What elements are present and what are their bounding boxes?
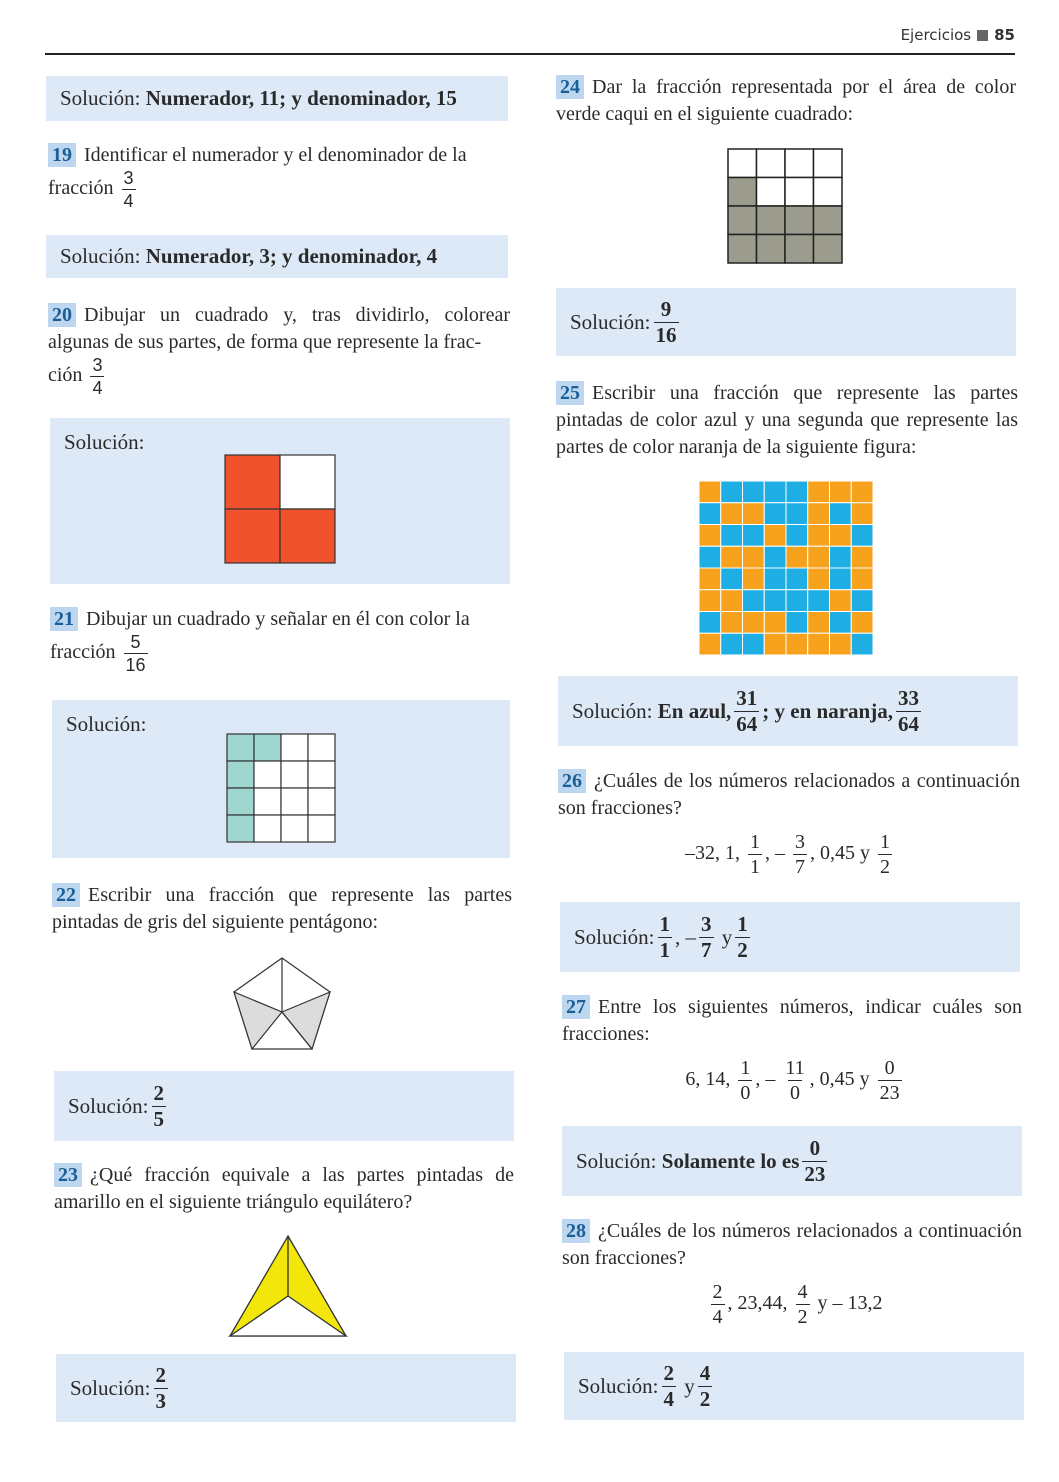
grid-cell	[814, 149, 843, 178]
grid-cell	[851, 503, 873, 525]
grid-cell	[743, 525, 765, 547]
grid-cell	[308, 815, 335, 842]
grid-cell	[308, 761, 335, 788]
exercise-number: 28	[562, 1219, 590, 1243]
grid-cell	[743, 546, 765, 568]
exercise-24: 24 Dar la fracción representada por el área de color verde caqui en el siguiente cuadrado:	[556, 76, 1016, 125]
exercise-27: 27 Entre los siguientes números, indicar cuáles son fracciones:	[562, 996, 1022, 1045]
grid-cell	[808, 612, 830, 634]
solution-18-text: Numerador, 11; y denominador, 15	[145, 86, 457, 110]
pentagon-figure	[230, 955, 334, 1055]
grid-cell	[699, 612, 721, 634]
exercise-number: 27	[562, 995, 590, 1019]
blue-orange-grid-figure	[698, 480, 874, 656]
grid-cell	[227, 815, 254, 842]
grid-cell	[808, 590, 830, 612]
grid-cell	[830, 525, 852, 547]
grid-cell	[851, 590, 873, 612]
fraction: $\frac{3}{4}$	[123, 168, 134, 211]
fraction: $\frac{2}{5}$	[153, 1080, 165, 1131]
grid-cell	[721, 633, 743, 655]
grid-cell	[786, 612, 808, 634]
fraction: $\frac{0}{23}$	[879, 1057, 900, 1104]
exercise-number: 20	[48, 303, 76, 327]
grid-cell	[830, 503, 852, 525]
grid-cell	[851, 546, 873, 568]
header-rule	[45, 53, 1015, 55]
fraction: $\frac{0}{23}$	[804, 1135, 826, 1186]
fraction: $\frac{4}{2}$	[797, 1281, 808, 1328]
page-number: 85	[994, 26, 1015, 44]
exercise-20: 20 Dibujar un cuadrado y, tras dividirlo, colorear algunas de sus partes, de forma que represente la frac- ción $\frac{3}{4}$	[48, 304, 510, 398]
grid-cell	[699, 633, 721, 655]
exercise-number: 25	[556, 381, 584, 405]
grid-cell	[786, 633, 808, 655]
exercise-number: 26	[558, 769, 586, 793]
fraction: $\frac{1}{1}$	[659, 911, 671, 962]
grid-cell	[308, 734, 335, 761]
fraction: $\frac{31}{64}$	[736, 685, 758, 736]
grid-cell	[743, 590, 765, 612]
grid-cell	[743, 568, 765, 590]
grid-cell	[851, 568, 873, 590]
grid-cell	[851, 612, 873, 634]
grid-cell	[830, 633, 852, 655]
grid-cell	[699, 568, 721, 590]
grid-cell	[743, 612, 765, 634]
grid-cell	[699, 481, 721, 503]
grid-cell	[308, 788, 335, 815]
grid-cell	[786, 525, 808, 547]
fraction: $\frac{3}{7}$	[795, 831, 805, 878]
grid-cell	[786, 503, 808, 525]
grid-cell	[764, 481, 786, 503]
grid-cell	[757, 206, 786, 235]
exercise-number: 19	[48, 143, 76, 167]
grid-cell	[281, 788, 308, 815]
grid-cell	[757, 235, 786, 264]
grid-cell	[254, 788, 281, 815]
grid-cell	[757, 149, 786, 178]
grid-cell	[785, 178, 814, 207]
grid-cell	[764, 633, 786, 655]
solution-26: Solución: $\frac{1}{1}$ , – $\frac{3}{7}$ y $\frac{1}{2}$	[560, 902, 1020, 972]
grid-cell	[699, 546, 721, 568]
fraction: $\frac{11}{0}$	[785, 1057, 805, 1104]
solution-25: Solución: En azul, $\frac{31}{64}$ ; y en naranja, $\frac{33}{64}$	[558, 676, 1018, 746]
khaki-grid-figure	[727, 148, 843, 264]
grid-cell	[728, 178, 757, 207]
grid-cell	[254, 815, 281, 842]
grid-cell	[728, 235, 757, 264]
grid-cell	[785, 149, 814, 178]
exercise-19: 19 Identificar el numerador y el denominador de la fracción $\frac{3}{4}$	[48, 144, 467, 211]
grid-cell	[785, 235, 814, 264]
grid-cell	[814, 206, 843, 235]
grid-cell	[281, 761, 308, 788]
grid-cell	[227, 788, 254, 815]
exercise-26: 26 ¿Cuáles de los números relacionados a continuación son fracciones?	[558, 770, 1020, 819]
fraction: $\frac{1}{1}$	[750, 831, 760, 878]
grid-cell	[721, 546, 743, 568]
grid-cell	[227, 761, 254, 788]
grid-cell	[814, 235, 843, 264]
fraction: $\frac{2}{4}$	[663, 1360, 675, 1411]
exercise-number: 21	[50, 607, 78, 631]
grid-cell	[721, 612, 743, 634]
grid-cell	[227, 734, 254, 761]
grid-cell	[728, 206, 757, 235]
fraction: $\frac{5}{16}$	[125, 632, 146, 675]
grid-cell	[699, 503, 721, 525]
solution-28: Solución: $\frac{2}{4}$ y $\frac{4}{2}$	[564, 1352, 1024, 1420]
grid-cell	[830, 546, 852, 568]
exercise-22: 22 Escribir una fracción que represente las partes pintadas de gris del siguiente pentágono:	[52, 884, 512, 933]
exercise-number: 23	[54, 1163, 82, 1187]
fraction: $\frac{4}{2}$	[699, 1360, 711, 1411]
number-list-27: 6, 14, $\frac{1}{0}$ , – $\frac{11}{0}$ , 0,45 y $\frac{0}{23}$	[685, 1057, 900, 1104]
grid-cell	[721, 590, 743, 612]
grid-cell	[786, 568, 808, 590]
exercise-28: 28 ¿Cuáles de los números relacionados a continuación son fracciones?	[562, 1220, 1022, 1269]
grid-cell	[743, 633, 765, 655]
fraction: $\frac{2}{4}$	[712, 1281, 723, 1328]
exercise-number: 24	[556, 75, 584, 99]
solution-20: Solución:	[50, 418, 510, 584]
solution-18: Solución: Numerador, 11; y denominador, 15	[46, 76, 508, 121]
grid-cell	[808, 481, 830, 503]
grid-cell	[699, 525, 721, 547]
grid-cell	[721, 568, 743, 590]
grid-cell	[757, 178, 786, 207]
grid-cell	[764, 546, 786, 568]
grid-cell	[764, 590, 786, 612]
solution-24: Solución: $\frac{9}{16}$	[556, 288, 1016, 356]
solution-23: Solución: $\frac{2}{3}$	[56, 1354, 516, 1422]
grid-cell	[764, 568, 786, 590]
solution-27: Solución: Solamente lo es $\frac{0}{23}$	[562, 1126, 1022, 1196]
grid-cell	[786, 546, 808, 568]
grid-cell	[830, 481, 852, 503]
grid-cell	[281, 734, 308, 761]
fraction: $\frac{1}{2}$	[880, 831, 890, 878]
grid-cell	[281, 815, 308, 842]
fraction: $\frac{3}{7}$	[701, 911, 712, 962]
teal-grid-figure	[226, 733, 338, 843]
grid-cell	[254, 734, 281, 761]
grid-cell	[830, 568, 852, 590]
grid-cell	[721, 481, 743, 503]
exercise-21: 21 Dibujar un cuadrado y señalar en él con color la fracción $\frac{5}{16}$	[50, 608, 470, 675]
fraction: $\frac{2}{3}$	[155, 1362, 167, 1413]
solution-22: Solución: $\frac{2}{5}$	[54, 1071, 514, 1141]
grid-cell	[808, 568, 830, 590]
grid-cell	[814, 178, 843, 207]
grid-cell	[764, 503, 786, 525]
exercise-23: 23 ¿Qué fracción equivale a las partes pintadas de amarillo en el siguiente triángulo equilátero?	[54, 1164, 514, 1213]
number-list-28: $\frac{2}{4}$ , 23,44, $\frac{4}{2}$ y – 13,2	[712, 1281, 883, 1328]
grid-cell	[830, 612, 852, 634]
fraction: $\frac{9}{16}$	[655, 296, 677, 347]
grid-cell	[721, 503, 743, 525]
fraction: $\frac{33}{64}$	[897, 685, 919, 736]
fraction: $\frac{1}{0}$	[740, 1057, 751, 1104]
grid-cell	[743, 481, 765, 503]
grid-cell	[699, 590, 721, 612]
fraction: $\frac{3}{4}$	[92, 355, 103, 398]
grid-cell	[851, 481, 873, 503]
grid-cell	[743, 503, 765, 525]
grid-cell	[785, 206, 814, 235]
grid-cell	[830, 590, 852, 612]
grid-cell	[851, 633, 873, 655]
grid-cell	[764, 525, 786, 547]
grid-cell	[721, 525, 743, 547]
grid-cell	[808, 503, 830, 525]
grid-cell	[851, 525, 873, 547]
solution-21: Solución:	[52, 700, 510, 858]
triangle-figure	[226, 1232, 350, 1340]
grid-cell	[786, 590, 808, 612]
fraction: $\frac{1}{2}$	[737, 911, 748, 962]
number-list-26: –32, 1, $\frac{1}{1}$ , – $\frac{3}{7}$ , 0,45 y $\frac{1}{2}$	[685, 831, 890, 878]
square-bullet-icon	[977, 30, 988, 41]
grid-cell	[764, 612, 786, 634]
exercise-number: 22	[52, 883, 80, 907]
grid-cell	[808, 525, 830, 547]
red-square-figure	[224, 454, 336, 564]
exercise-25: 25 Escribir una fracción que represente las partes pintadas de color azul y una segunda que represente las partes de color naranja de la siguiente figura:	[556, 382, 1018, 458]
grid-cell	[728, 149, 757, 178]
section-title: Ejercicios	[900, 26, 972, 44]
grid-cell	[808, 633, 830, 655]
grid-cell	[254, 761, 281, 788]
solution-19: Solución: Numerador, 3; y denominador, 4	[46, 235, 508, 278]
page-header	[901, 26, 1015, 44]
grid-cell	[786, 481, 808, 503]
grid-cell	[808, 546, 830, 568]
